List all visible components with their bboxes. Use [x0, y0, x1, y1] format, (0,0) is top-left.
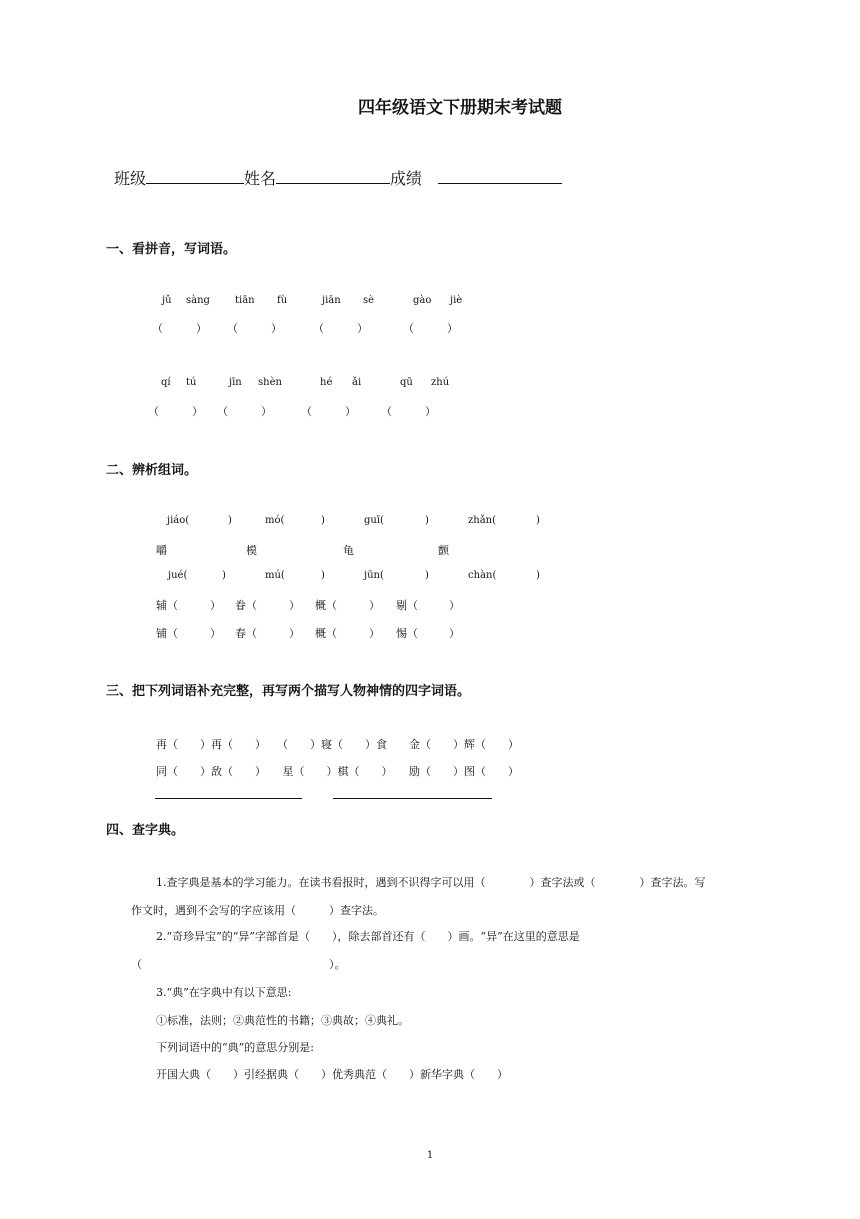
- paragraph-2b: （ ）。: [131, 958, 346, 971]
- pinyin: hé: [320, 377, 333, 388]
- section-4-heading: 四、查字典。: [106, 823, 185, 838]
- student-info-line: [114, 166, 562, 189]
- pinyin: jiáo(: [167, 515, 190, 526]
- close-paren: ): [425, 570, 429, 581]
- pinyin: gào: [413, 295, 432, 306]
- close-paren: ): [321, 515, 325, 526]
- paragraph-4: ①标准，法则；②典范性的书籍；③典故；④典礼。: [156, 1014, 409, 1027]
- close-paren: ）: [210, 627, 221, 640]
- pinyin: jiè: [450, 295, 463, 306]
- pinyin: jǔ: [162, 295, 172, 306]
- char-paren[interactable]: 概（: [315, 627, 337, 640]
- pinyin: tú: [186, 377, 197, 388]
- close-paren: ): [536, 515, 540, 526]
- pinyin: zhǎn(: [468, 515, 497, 526]
- close-paren: ）: [289, 627, 300, 640]
- close-paren: ): [321, 570, 325, 581]
- close-paren: ）: [289, 599, 300, 612]
- paragraph-2a: 2.“奇珍异宝”的“异”字部首是（ ），除去部首还有（ ）画。“异”在这里的意思是: [156, 930, 580, 943]
- pinyin: zhú: [431, 377, 450, 388]
- pinyin: jīn: [229, 377, 242, 388]
- answer-blank[interactable]: （ ）: [403, 322, 458, 335]
- answer-line-1[interactable]: [155, 798, 302, 799]
- close-paren: ）: [449, 599, 460, 612]
- pinyin: tiān: [235, 295, 255, 306]
- pinyin: shèn: [258, 377, 282, 388]
- paragraph-3: 3.“典”在字典中有以下意思:: [156, 986, 292, 999]
- char-paren[interactable]: 概（: [315, 599, 337, 612]
- section-3-heading: 三、把下列词语补充完整，再写两个描写人物神情的四字词语。: [106, 684, 471, 699]
- name-label: 姓名: [244, 169, 277, 188]
- answer-blank[interactable]: （ ）: [313, 322, 368, 335]
- pinyin: guī(: [364, 515, 384, 526]
- close-paren: ): [536, 570, 540, 581]
- pinyin: mú(: [265, 570, 285, 581]
- idiom-line-2[interactable]: 同（ ）敌（ ） 星（ ）棋（ ） 励（ ）图（ ）: [156, 765, 519, 778]
- answer-blank[interactable]: （ ）: [227, 322, 282, 335]
- char-paren[interactable]: 铺（: [156, 627, 178, 640]
- close-paren: ）: [449, 627, 460, 640]
- pinyin: ǎi: [352, 377, 362, 388]
- char-paren[interactable]: 剔（: [396, 599, 418, 612]
- answer-line-2[interactable]: [333, 798, 492, 799]
- pinyin: chàn(: [468, 570, 497, 581]
- pinyin: fù: [277, 295, 288, 306]
- section-1-heading: 一、看拼音，写词语。: [106, 242, 237, 257]
- char: 模: [246, 544, 257, 557]
- char-paren[interactable]: 眷（: [235, 599, 257, 612]
- char: 嚼: [156, 544, 167, 557]
- pinyin: qí: [161, 377, 171, 388]
- char-paren[interactable]: 辅（: [156, 599, 178, 612]
- section-2-heading: 二、辨析组词。: [106, 463, 198, 478]
- class-blank[interactable]: [146, 167, 244, 184]
- pinyin: mó(: [265, 515, 285, 526]
- close-paren: ）: [369, 599, 380, 612]
- paragraph-6: 开国大典（ ）引经据典（ ）优秀典范（ ）新华字典（ ）: [156, 1068, 508, 1081]
- pinyin: qū: [400, 377, 413, 388]
- pinyin: jué(: [168, 570, 188, 581]
- page-title: 四年级语文下册期末考试题: [358, 98, 562, 118]
- pinyin: sàng: [186, 295, 210, 306]
- answer-blank[interactable]: （ ）: [148, 405, 203, 418]
- answer-blank[interactable]: （ ）: [381, 405, 436, 418]
- close-paren: ）: [369, 627, 380, 640]
- pinyin: jiān: [322, 295, 341, 306]
- pinyin: jūn(: [364, 570, 384, 581]
- pinyin: sè: [363, 295, 375, 306]
- paragraph-5: 下列词语中的“典”的意思分别是:: [156, 1041, 314, 1054]
- close-paren: ): [228, 515, 232, 526]
- page-number: 1: [426, 1150, 434, 1161]
- char-paren[interactable]: 春（: [235, 627, 257, 640]
- score-label: 成绩: [390, 169, 423, 188]
- paragraph-1b: 作文时，遇到不会写的字应该用（ ）查字法。: [131, 904, 384, 917]
- close-paren: ): [425, 515, 429, 526]
- answer-blank[interactable]: （ ）: [152, 322, 207, 335]
- close-paren: ）: [210, 599, 221, 612]
- paragraph-1a: 1.查字典是基本的学习能力。在读书看报时，遇到不识得字可以用（ ）查字法或（ ）查字法。写: [156, 876, 706, 889]
- char-paren[interactable]: 惕（: [396, 627, 418, 640]
- char: 颤: [438, 544, 449, 557]
- answer-blank[interactable]: （ ）: [217, 405, 272, 418]
- answer-blank[interactable]: （ ）: [301, 405, 356, 418]
- class-label: 班级: [114, 169, 147, 188]
- idiom-line-1[interactable]: 再（ ）再（ ） （ ）寝（ ）食 金（ ）辉（ ）: [156, 738, 519, 751]
- name-blank[interactable]: [276, 167, 390, 184]
- score-blank[interactable]: [438, 167, 562, 184]
- char: 龟: [343, 544, 354, 557]
- close-paren: ): [222, 570, 226, 581]
